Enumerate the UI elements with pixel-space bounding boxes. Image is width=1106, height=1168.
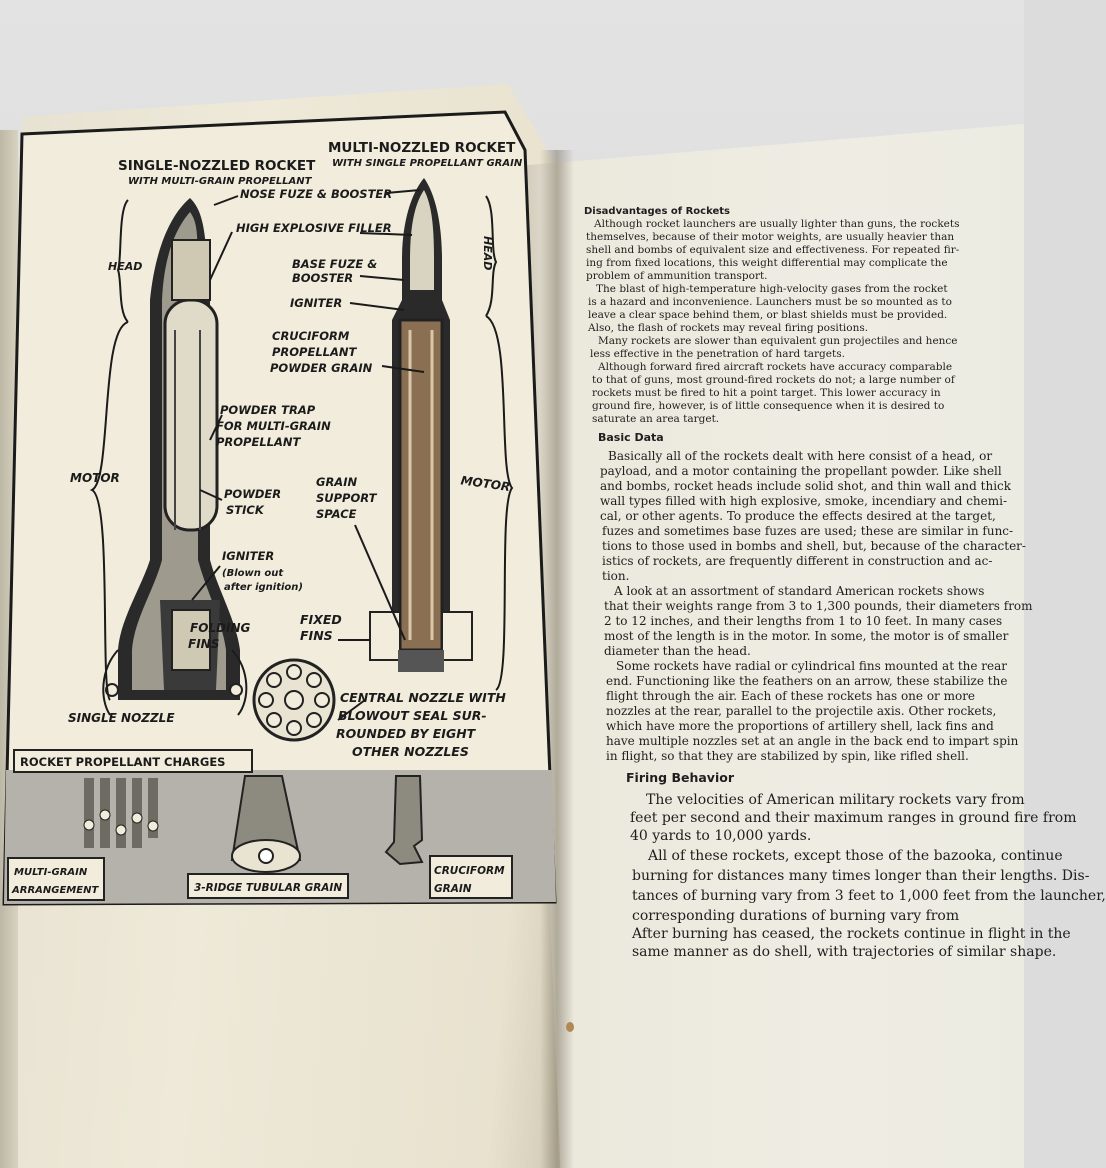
label-central-3: ROUNDED BY EIGHT xyxy=(336,726,476,741)
paragraph-line: Basically all of the rockets dealt with here consist of a head, or xyxy=(608,449,993,463)
label-cruciform-grain-2: GRAIN xyxy=(434,883,472,895)
left-subtitle: WITH MULTI-GRAIN PROPELLANT xyxy=(128,176,312,187)
paragraph-line: most of the length is in the motor. In some, the motor is of smaller xyxy=(604,629,1009,643)
label-igniter-bottom-2: (Blown out xyxy=(222,568,284,579)
label-fixed-2: FINS xyxy=(300,628,333,643)
label-igniter-top: IGNITER xyxy=(290,296,343,310)
label-base-fuze-2: BOOSTER xyxy=(292,271,354,285)
label-grain-support-3: SPACE xyxy=(316,507,357,521)
label-central-4: OTHER NOZZLES xyxy=(352,744,469,759)
label-igniter-bottom-1: IGNITER xyxy=(222,549,275,563)
paragraph-line: in flight, so that they are stabilized by spin, like rifled shell. xyxy=(606,749,969,763)
paragraph-line: tances of burning vary from 3 feet to 1,000 feet from the launcher, xyxy=(632,888,1106,904)
paragraph-line: Some rockets have radial or cylindrical fins mounted at the rear xyxy=(616,659,1008,673)
heading-basic-data: Basic Data xyxy=(598,431,664,444)
paragraph-line: payload, and a motor containing the propellant powder. Like shell xyxy=(600,464,1002,478)
heading-disadvantages: Disadvantages of Rockets xyxy=(584,206,730,217)
paragraph-line: The velocities of American military rockets vary from xyxy=(646,792,1025,808)
label-grain-support-1: GRAIN xyxy=(316,475,358,489)
paragraph-line: tion. xyxy=(602,569,630,583)
label-tubular: 3-RIDGE TUBULAR GRAIN xyxy=(194,882,343,894)
label-central-1: CENTRAL NOZZLE WITH xyxy=(340,690,506,705)
paragraph-line: cal, or other agents. To produce the effects desired at the target, xyxy=(600,509,996,523)
paragraph-line: 40 yards to 10,000 yards. xyxy=(630,828,812,844)
label-head-left: HEAD xyxy=(108,260,143,273)
paragraph-line: burning for distances many times longer than their lengths. Dis- xyxy=(632,868,1090,884)
paragraph-line: istics of rockets, are frequently different in construction and ac- xyxy=(602,554,993,568)
label-base-fuze-1: BASE FUZE & xyxy=(292,257,378,271)
paragraph-line: less effective in the penetration of hard targets. xyxy=(590,348,845,360)
label-single-nozzle: SINGLE NOZZLE xyxy=(68,711,175,725)
paragraph-line: end. Functioning like the feathers on an arrow, these stabilize the xyxy=(606,674,1008,688)
paragraph-line: to that of guns, most ground-fired rockets do not; a large number of xyxy=(592,374,955,386)
label-cruciform-1: CRUCIFORM xyxy=(272,329,350,343)
paragraph-line: Also, the flash of rockets may reveal firing positions. xyxy=(588,322,869,334)
paragraph-line: wall types filled with high explosive, smoke, incendiary and chemi- xyxy=(600,494,1008,508)
paragraph-line: fuzes and sometimes base fuzes are used; these are similar in func- xyxy=(602,524,1014,538)
label-multi-grain-1: MULTI-GRAIN xyxy=(14,867,88,878)
nozzle-cluster-icon xyxy=(254,660,334,740)
paragraph-line: diameter than the head. xyxy=(604,644,751,658)
paragraph-line: is a hazard and inconvenience. Launchers must be so mounted as to xyxy=(588,296,952,308)
label-nose-fuze: NOSE FUZE & BOOSTER xyxy=(240,187,393,201)
paragraph-line: that their weights range from 3 to 1,300 pounds, their diameters from xyxy=(604,599,1033,613)
paragraph-line: shell and bombs of equivalent size and effectiveness. For repeated fir- xyxy=(586,244,960,256)
paragraph-line: and bombs, rocket heads include solid shot, and thin wall and thick xyxy=(600,479,1012,493)
paragraph-line: nozzles at the rear, parallel to the projectile axis. Other rockets, xyxy=(606,704,997,718)
paragraph-line: A look at an assortment of standard American rockets shows xyxy=(614,584,985,598)
label-cruciform-3: POWDER GRAIN xyxy=(270,361,373,375)
heading-firing-behavior: Firing Behavior xyxy=(626,770,734,785)
label-folding-1: FOLDING xyxy=(190,621,251,635)
label-fixed-1: FIXED xyxy=(300,612,342,627)
paragraph-line: ground fire, however, is of little consequence when it is desired to xyxy=(592,400,945,412)
label-high-explosive: HIGH EXPLOSIVE FILLER xyxy=(236,221,392,235)
label-charges: ROCKET PROPELLANT CHARGES xyxy=(20,755,226,769)
paragraph-line: 2 to 12 inches, and their lengths from 1 to 10 feet. In many cases xyxy=(604,614,1003,628)
paragraph-line: themselves, because of their motor weights, are usually heavier than xyxy=(586,231,955,243)
paragraph-line: Although forward fired aircraft rockets have accuracy comparable xyxy=(598,361,953,373)
paragraph-line: saturate an area target. xyxy=(592,413,720,425)
paragraph-line: rockets must be fired to hit a point target. This lower accuracy in xyxy=(592,387,941,399)
paragraph-line: ing from fixed locations, this weight differential may complicate the xyxy=(586,257,948,269)
label-motor-left: MOTOR xyxy=(70,471,120,485)
right-subtitle: WITH SINGLE PROPELLANT GRAIN xyxy=(332,158,523,169)
label-head-right: HEAD xyxy=(481,236,494,271)
label-grain-support-2: SUPPORT xyxy=(316,491,377,505)
label-powder-stick-2: STICK xyxy=(226,503,264,517)
paragraph-line: Although rocket launchers are usually lighter than guns, the rockets xyxy=(594,218,960,230)
label-igniter-bottom-3: after ignition) xyxy=(224,582,303,593)
paragraph-line: The blast of high-temperature high-velocity gases from the rocket xyxy=(596,283,948,295)
paragraph-line: corresponding durations of burning vary from xyxy=(632,908,960,924)
paragraph-line: problem of ammunition transport. xyxy=(586,270,768,282)
paragraph-line: feet per second and their maximum ranges in ground fire from xyxy=(630,810,1077,826)
label-folding-2: FINS xyxy=(188,637,220,651)
left-title: SINGLE-NOZZLED ROCKET xyxy=(118,158,316,174)
paragraph-line: After burning has ceased, the rockets continue in flight in the xyxy=(632,926,1071,942)
label-motor-right: MOTOR xyxy=(459,473,512,495)
label-powder-trap-2: FOR MULTI-GRAIN xyxy=(216,419,331,433)
paragraph-line: leave a clear space behind them, or blast shields must be provided. xyxy=(588,309,948,321)
paragraph-line: which have more the proportions of artillery shell, lack fins and xyxy=(606,719,994,733)
label-cruciform-grain-1: CRUCIFORM xyxy=(434,865,505,877)
label-powder-trap-3: PROPELLANT xyxy=(216,435,301,449)
label-multi-grain-2: ARRANGEMENT xyxy=(12,885,99,896)
paragraph-line: flight through the air. Each of these rockets has one or more xyxy=(606,689,976,703)
paragraph-line: All of these rockets, except those of the bazooka, continue xyxy=(648,848,1063,864)
label-cruciform-2: PROPELLANT xyxy=(272,345,357,359)
paragraph-line: have multiple nozzles set at an angle in the back end to impart spin xyxy=(606,734,1019,748)
paper-stain xyxy=(566,1022,574,1032)
paragraph-line: tions to those used in bombs and shell, but, because of the character- xyxy=(602,539,1026,553)
label-central-2: BLOWOUT SEAL SUR- xyxy=(338,708,487,723)
paragraph-line: Many rockets are slower than equivalent gun projectiles and hence xyxy=(598,335,958,347)
label-powder-trap-1: POWDER TRAP xyxy=(220,403,316,417)
right-title: MULTI-NOZZLED ROCKET xyxy=(328,140,516,156)
label-powder-stick-1: POWDER xyxy=(224,487,282,501)
paragraph-line: same manner as do shell, with trajectories of similar shape. xyxy=(632,944,1057,960)
